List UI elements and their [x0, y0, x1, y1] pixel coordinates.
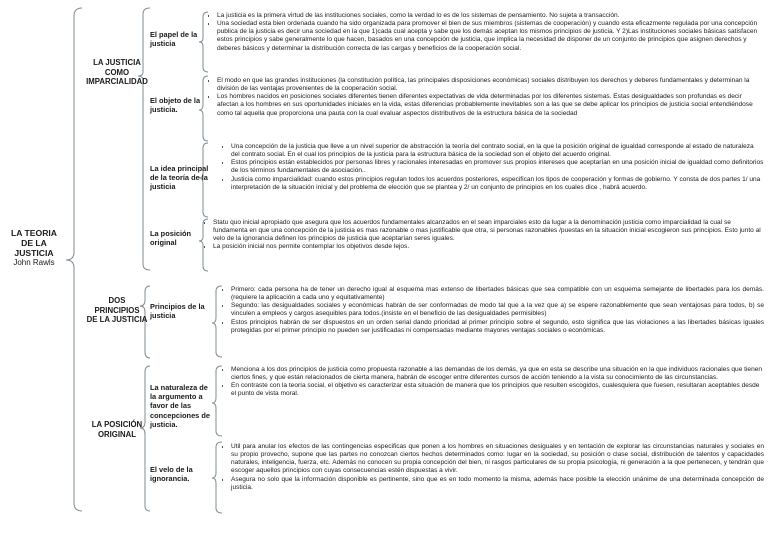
root-node — [4, 228, 64, 268]
bullet-text: • El modo en que las grandes instituciones (la constitución política, las principales disposiciones económicas) sociales distribuyen los derechos y deberes fundamentales y determinan la división de las ventajas provenientes de la cooperación social. — [217, 77, 764, 93]
bullet-text: • Menciona a los dos principios de justicia como propuesta razonable a las demandas de los demás, ya que en esta se describe una situación en la que individuos racionales que tienen ciertos fines, y que están relacionados de cierta manera, habrán de escoger entre diferentes cursos de acción teniendo a la vista su conocimiento de las circunstancias. — [231, 366, 764, 382]
subsection-title-papel: El papel de la justicia — [150, 30, 198, 49]
subsection-title-objeto: El objeto de la justicia. — [150, 96, 201, 115]
bullet-text: • La justicia es la primera virtud de las instituciones sociales, como la verdad lo es de los sistemas de pensamiento. No sujeta a transacción. — [217, 12, 764, 20]
subsection-title-velo: El velo de la ignorancia. — [150, 465, 193, 484]
bullet-text: • Statu quo inicial apropiado que asegura que los acuerdos fundamentales alcanzados en el sean imparciales esto da lugar a la denominación justicia como imparcialidad la cual se fundamenta en que una concepción de la justicia es mas razonable o mas justificable que otra, si personas razonables /puestas en la situación inicial escogieron sus principios. Esto junto al velo de la ignorancia definen los principios de justicia que aceptarían seres iguales. — [213, 219, 764, 243]
text-block-papel — [208, 12, 764, 74]
section-title-posicion-original: LA POSICIÓN ORIGINAL — [91, 420, 143, 439]
root-author: John Rawls — [13, 258, 55, 267]
section-title-dos-principios: DOS PRINCIPIOS DE LA JUSTICIA — [86, 296, 148, 324]
subsection-title-posicion: La posición original — [150, 229, 192, 248]
text-block-idea-principal — [222, 143, 764, 217]
subsection-title-principios: Principios de la justicia — [150, 302, 205, 321]
text-block-objeto — [208, 77, 764, 141]
bullet-text: • Primero: cada persona ha de tener un derecho igual al esquema mas extenso de libertades básicas que sea compatible con un esquema semejante de libertades para los demás.(requiere la aplicación a cada uno y equitativamente) — [231, 286, 764, 302]
bullet-text: • Los hombres nacidos en posiciones sociales diferentes tienen diferentes expectativas de vida determinadas por los diferentes sistemas. Estas desigualdades son profundas es decir afectan a los hombres en sus oportunidades iniciales en la vida, estas diferencias probablemente inevitables son a las que se debe aplicar los principios de justicia social entendiéndose como tal aquella que proporciona una pauta con la cual evaluar aspectos distributivos de la estructura básica de la sociedad — [217, 93, 764, 117]
bullet-text: • Una concepción de la justicia que lleve a un nivel superior de abstracción la teoría del contrato social, en la que la posición original de igualdad corresponde al estado de naturaleza del contrato social. En el cual los principios de la justicia para la estructura básica de la sociedad son el objeto del acuerdo original. — [231, 143, 764, 159]
bullet-text: • Una sociedad esta bien ordenada cuando ha sido organizada para promover el bien de sus miembros (sistemas de cooperación) y cuando esta eficazmente regulada por una concepción publica de la justicia es decir una sociedad en la que 1)cada cual acepta y sabe que los demás aceptan los mismos principios de justicia. Y 2)Las instituciones sociales básicas satisfacen estos principios y sabe generalmente lo que hacen, basados en una concepción de justicia, que implica la necesidad de disponer de un conjunto de principios que asignen derechos y deberes básicos y determinar la distribución correcta de las cargas y beneficios de la cooperación social. — [217, 20, 764, 53]
bullet-text: • La posición inicial nos permite contemplar los objetivos desde lejos. — [213, 243, 764, 251]
section-title-justicia-imparcialidad: LA JUSTICIA COMO IMPARCIALIDAD — [86, 58, 148, 86]
text-block-principios — [222, 286, 764, 358]
bullet-text: • Segundo: las desigualdades sociales y económicas habrán de ser conformadas de modo tal que a la vez que a) se espere razonablemente que sean ventajosas para todos, b) se vinculen a empleos y cargos asequibles para todos.(insiste en el beneficio de las desigualdades permisibles) — [231, 302, 764, 318]
bullet-text: • Estos principios habrán de ser dispuestos en un orden serial dando prioridad al primer principio sobre el segundo, esto significa que las violaciones a las libertades básicas iguales protegidas por el primer principio no pueden ser justificadas ni compensadas mediante mayores ventajas sociales o económicas. — [231, 319, 764, 335]
bullet-text: • Útil para anular los efectos de las contingencias especificas que ponen a los hombres en situaciones desiguales y en tentación de explorar las circunstancias naturales y sociales en su propio provecho, supone que las partes no conozcan ciertos hechos determinados como: lugar en la sociedad, su posición o clase social, distribución de talentos y capacidades naturales, inteligencia, fuerza, etc. Además no conocen su propia concepción del bien, ni rasgos particulares de su propia psicología, ni generación a la que pertenecen, y tendrán que escoger aquellos principios con cuyas consecuencias estén dispuestas a vivir. — [231, 443, 764, 476]
text-block-naturaleza — [222, 366, 764, 436]
subsection-title-idea-principal: La idea principal de la teoría de la justicia — [150, 164, 209, 192]
text-block-velo — [222, 443, 764, 514]
root-title: LA TEORIA DE LA JUSTICIA — [11, 228, 57, 258]
bullet-text: • En contraste con la teoría social, el objetivo es caracterizar esta situación de manera que los principios que resulten escogidos, cualesquiera que fuesen, resultaran aceptables desde el punto de vista moral. — [231, 382, 764, 398]
text-block-posicion — [204, 219, 764, 271]
bullet-text: • Estos principios están establecidos por personas libres y racionales interesadas en promover sus propios intereses que aceptarían en una posición inicial de igualdad como definitorios de los términos fundamentales de asociación.. — [231, 159, 764, 175]
bullet-text: • Justicia como imparcialidad: cuando estos principios regulan todos los acuerdos posteriores, especifican los tipos de cooperación y formas de gobierno. Y consta de dos partes 1/ una interpretación de la situación inicial y del problema de elección que se plantea y 2/ un conjunto de principios en los cuales dice , habrá acuerdo. — [231, 176, 764, 192]
bullet-text: • Asegura no solo que la información disponible es pertinente, sino que es en todo momento la misma, además hace posible la elección unánime de una determinada concepción de justicia. — [231, 476, 764, 492]
subsection-title-naturaleza: La naturaleza de la argumento a favor de las concepciones de justicia. — [150, 383, 210, 429]
